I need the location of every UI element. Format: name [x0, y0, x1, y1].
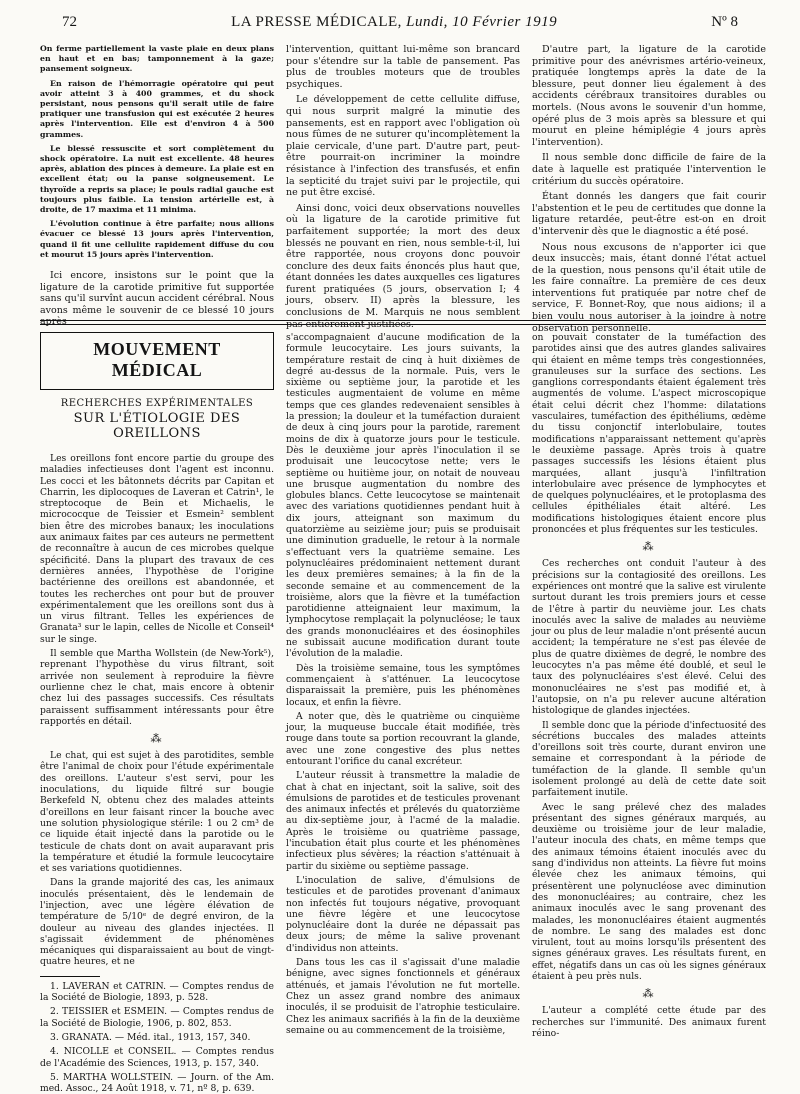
- paragraph: Avec le sang prélevé chez des malades présentant des signes généraux marqués, au deuxième ou troisième jour de leur maladie, l'auteur inocula des chats, en même temps que des animaux témoins étaient inoculés avec du sang d'individus non atteints. La fièvre fut moins élevée chez les animaux témoins, qui présentèrent une polynucléose avec diminution des mononucléaires; au contraire, chez les animaux inoculés avec le sang provenant des malades, les mononucléaires étaient augmentés de nombre. Le sang des malades est donc virulent, tout au moins lorsqu'ils présentent des signes généraux graves. Les résultats furent, en effet, négatifs dans un cas où les signes généraux étaient à peu près nuls.: [532, 801, 766, 983]
- footnote: 4. NICOLLE et CONSEIL. — Comptes rendus de l'Académie des Sciences, 1913, p. 157, 340.: [40, 1046, 274, 1069]
- top-column-2: [286, 44, 520, 330]
- bottom-column-3: [532, 332, 766, 1070]
- paragraph: On ferme partiellement la vaste plaie en deux plans en haut et en bas; tamponnement à la gaze; pansement soigneux.: [40, 44, 274, 74]
- paragraph: on pouvait constater de la tuméfaction des parotides ainsi que des autres glandes salivaires qui étaient en même temps très congestionnées, granuleuses sur la surface des sections. Les ganglions correspondants étaient également très augmentés de volume. L'aspect microscopique était celui décrit chez l'homme: dilatations vasculaires, tuméfaction des épithéliums, œdème du tissu conjonctif interlobulaire, toutes modifications n'apparaissant nettement qu'après le deuxième passage. Après trois à quatre passages successifs les lésions étaient plus marquées, allant jusqu'à l'infiltration interlobulaire avec présence de lymphocytes et de quelques polynucléaires, et le protoplasma des cellules épithéliales était altéré. Les modifications histologiques étaient encore plus prononcées et plus fréquentes sur les testicules.: [532, 332, 766, 536]
- top-column-3: [532, 44, 766, 334]
- paragraph: s'accompagnaient d'aucune modification de la formule leucocytaire. Les jours suivants, la température restait de cinq à huit dixièmes de degré au-dessus de la normale. Puis, vers le sixième ou septième jour, la parotide et les testicules augmentaient de volume en même temps que ces glandes redevenaient sensibles à la pression; la douleur et la tuméfaction duraient de deux à cinq jours pour la parotide, rarement moins de dix à quatorze jours pour le testicule. Dès le deuxième jour après l'inoculation il se produisait une leucocytose nette; vers le septième ou huitième jour, on notait de nouveau une brusque augmentation du nombre des globules blancs. Cette leucocytose se maintenait avec des variations quotidiennes pendant huit à dix jours, atteignant son maximum du quatorzième au seizième jour; puis se produisait une diminution graduelle, le retour à la normale s'effectuant vers la quatrième semaine. Les polynucléaires prédominaient nettement durant les deux premières semaines; à la fin de la seconde semaine et au commencement de la troisième, alors que la fièvre et la tuméfaction parotidienne atteignaient leur maximum, la lymphocytose remplaçait la polynucléose; le taux des grands mononucléaires et des éosinophiles ne subissait aucune modification durant toute l'évolution de la maladie.: [286, 332, 520, 660]
- paragraph: A noter que, dès le quatrième ou cinquième jour, la muqueuse buccale était modifiée, très rouge dans toute sa portion recouvrant la glande, avec une zone congestive des plus nettes entourant l'orifice du canal excréteur.: [286, 710, 520, 767]
- paragraph: Étant donnés les dangers que fait courir l'abstention et le peu de certitudes que donne la ligature retardée, peut-être est-on en droit d'intervenir dès que le diagnostic a été posé.: [532, 191, 766, 237]
- paragraph: Il semble donc que la période d'infectuosité des sécrétions buccales des malades atteints d'oreillons soit très courte, durant environ une semaine et correspondant à la période de tuméfaction de la glande. Il semble qu'un isolement prolongé au delà de cette date soit parfaitement inutile.: [532, 719, 766, 799]
- article-subheading: RECHERCHES EXPÉRIMENTALES: [60, 398, 254, 409]
- paragraph: Il nous semble donc difficile de faire de la date à laquelle est pratiquée l'intervention le critérium du succès opératoire.: [532, 152, 766, 187]
- issue-date: Lundi, 10 Février 1919: [406, 13, 558, 30]
- paragraph: Ainsi donc, voici deux observations nouvelles où la ligature de la carotide primitive fut parfaitement supportée; la mort des deux blessés ne pouvant en rien, nous semble-t-il, lui être rapportée, nous croyons donc pouvoir conclure des deux faits énoncés plus haut que, étant données les dates auxquelles ces ligatures furent pratiquées (5 jours, observation I; 4 jours, observ. II) après la blessure, les conclusions de M. Marquis ne nous semblent pas entièrement justifiées.: [286, 202, 520, 330]
- section-asterism: ⁂: [150, 732, 164, 746]
- paragraph: Les oreillons font encore partie du groupe des maladies infectieuses dont l'agent est inconnu. Les cocci et les bâtonnets décrits par Capitan et Charrin, les diplocoques de Laveran et Catrin¹, le streptocoque de Bein et Michaelis, le micrococque de Teissier et Esmein² semblent bien être des microbes banaux; les inoculations aux animaux faites par ces auteurs ne permettent de reconnaître à aucun de ces microbes quelque spécificité. Dans la plupart des travaux de ces dernières années, l'hypothèse de l'origine bactérienne des oreillons est abandonnée, et toutes les recherches ont pour but de prouver expérimentalement que les oreillons sont dus à un virus filtrant. Telles les expériences de Granata³ sur le lapin, celles de Nicolle et Conseil⁴ sur le singe.: [40, 453, 274, 645]
- top-article-columns: [40, 44, 766, 334]
- paragraph: Ces recherches ont conduit l'auteur à des précisions sur la contagiosité des oreillons. Les expériences ont montré que la salive est virulente surtout durant les trois premiers jours et cesse de l'être à partir du neuvième jour. Les chats inoculés avec la salive de malades au neuvième jour ou plus de leur maladie n'ont présenté aucun accident; la température ne s'est pas élevée de plus de quatre dixièmes de degré, le nombre des leucocytes n'a pas même été doublé, et seul le taux des polynucléaires s'est élevé. Celui des mononucléaires ne s'est pas modifié et, à l'autopsie, on n'a pu relever aucune altération histologique de glandes injectées.: [532, 558, 766, 717]
- paragraph: Dans tous les cas il s'agissait d'une maladie bénigne, avec signes fonctionnels et généraux atténués, et jamais l'évolution ne fut mortelle. Chez un assez grand nombre des animaux inoculés, il se produisit de l'atrophie testiculaire. Chez les animaux sacrifiés à la fin de la deuxième semaine ou au commencement de la troisième,: [286, 957, 520, 1036]
- mouvement-medical-section: [40, 332, 766, 1094]
- footnote-separator: [40, 976, 100, 977]
- paragraph: Dès la troisième semaine, tous les symptômes commençaient à s'atténuer. La leucocytose disparaissait la première, puis les phénomènes locaux, et enfin la fièvre.: [286, 662, 520, 708]
- section-asterism: ⁂: [642, 540, 656, 554]
- issue-number: Nº 8: [711, 13, 738, 30]
- journal-name: LA PRESSE MÉDICALE,: [231, 13, 402, 30]
- article-heading: SUR L'ÉTIOLOGIE DES OREILLONS: [73, 411, 241, 441]
- paragraph: Dans la grande majorité des cas, les animaux inoculés présentaient, dès le lendemain de l'injection, avec une légère élévation de température de 5/10ᵉ de degré environ, de la douleur au niveau des glandes injectées. Il s'agissait évidemment de phénomènes mécaniques qui disparaissaient au bout de vingt-quatre heures, et ne: [40, 877, 274, 968]
- paragraph: Il semble que Martha Wollstein (de New-York⁵), reprenant l'hypothèse du virus filtrant, soit arrivée non seulement à reproduire la fièvre ourlienne chez le chat, mais encore à obtenir chez lui des passages successifs. Ces résultats paraissent suffisamment intéressants pour être rapportés en détail.: [40, 648, 274, 727]
- paragraph: Le chat, qui est sujet à des parotidites, semble être l'animal de choix pour l'étude expérimentale des oreillons. L'auteur s'est servi, pour les inoculations, du liquide filtré sur bougie Berkefeld N, obtenu chez des malades atteints d'oreillons en leur faisant rincer la bouche avec une solution physiologique stérile: 1 ou 2 cm³ de ce liquide était injecté dans la parotide ou le testicule de chats dont on avait auparavant pris la température et étudié la formule leucocytaire et ses variations quotidiennes.: [40, 750, 274, 875]
- paragraph: L'inoculation de salive, d'émulsions de testicules et de parotides provenant d'animaux non infectés fut toujours négative, provoquant une fièvre légère et une leucocytose polynucléaire dont la durée ne dépassait pas deux jours; de même la salive provenant d'individus non atteints.: [286, 874, 520, 954]
- paragraph: L'évolution continue à être parfaite; nous allions évacuer ce blessé 13 jours après l'intervention, quand il fit une cellulite rapidement diffuse du cou et mourut 15 jours après l'intervention.: [40, 219, 274, 259]
- footnote: 5. MARTHA WOLLSTEIN. — Journ. of the Am. med. Assoc., 24 Août 1918, v. 71, nº 8, p. 639.: [40, 1071, 274, 1094]
- page-number: 72: [62, 13, 77, 30]
- section-rule: [40, 320, 766, 321]
- section-title: MOUVEMENT MÉDICAL: [93, 339, 221, 380]
- paragraph: Ici encore, insistons sur le point que la ligature de la carotide primitive fut supportée sans qu'il survînt aucun accident cérébral. Nous avons même le souvenir de ce blessé 10 jours après: [40, 270, 274, 328]
- footnote: 2. TEISSIER et ESMEIN. — Comptes rendus de la Société de Biologie, 1906, p. 802, 853.: [40, 1006, 274, 1029]
- paragraph: Nous nous excusons de n'apporter ici que deux insuccès; mais, étant donné l'état actuel de la question, nous pensons qu'il était utile de les faire connaître. La première de ces deux interventions fut pratiquée par notre chef de service, F. Bonnet-Roy, que nous aidions; il a bien voulu nous autoriser à la joindre à notre observation personnelle.: [532, 241, 766, 334]
- paragraph: Le développement de cette cellulite diffuse, qui nous surprit malgré la minutie des pansements, est en rapport avec l'obligation où nous fûmes de ne suturer qu'incomplètement la plaie cervicale, d'une part. D'autre part, peut-être pourrait-on incriminer la moindre résistance à l'infection des transfusés, et enfin la septicité du trajet suivi par le projectile, qui ne put être excisé.: [286, 94, 520, 199]
- bottom-column-1: [40, 332, 274, 1094]
- section-title-box: [40, 332, 274, 390]
- paragraph: l'intervention, quittant lui-même son brancard pour s'étendre sur la table de pansement. Pas plus de troubles moteurs que de troubles psychiques.: [286, 44, 520, 90]
- footnote: 3. GRANATA. — Méd. ital., 1913, 157, 340.: [50, 1031, 251, 1043]
- footnote: 1. LAVERAN et CATRIN. — Comptes rendus de la Société de Biologie, 1893, p. 528.: [40, 980, 274, 1004]
- top-column-1: [40, 44, 274, 328]
- paragraph: L'auteur a complété cette étude par des recherches sur l'immunité. Des animaux furent réino-: [532, 1005, 766, 1039]
- paragraph: En raison de l'hémorragie opératoire qui peut avoir atteint 3 à 400 grammes, et du shock persistant, nous pensons qu'il serait utile de faire pratiquer une transfusion qui est exécutée 2 heures après l'intervention. Elle est d'environ 4 à 500 grammes.: [40, 78, 274, 139]
- paragraph: Le blessé ressuscite et sort complètement du shock opératoire. La nuit est excellente. 48 heures après, ablation des pinces à demeure. La plaie est en excellent état; ou la panse soigneusement. Le thyroïde a repris sa place; le pouls radial gauche est toujours plus faible. La tension artérielle est, à droite, de 17 maxima et 11 minima.: [40, 143, 274, 215]
- paragraph: L'auteur réussit à transmettre la maladie de chat à chat en injectant, soit la salive, soit des émulsions de parotides et de testicules provenant des animaux infectés et prélevés du quatorzième au dix-septième jour, à l'acmé de la maladie. Après le troisième ou quatrième passage, l'incubation était plus courte et les phénomènes infectieux plus sévères; la réaction s'atténuait à partir du sixième ou septième passage.: [286, 770, 520, 872]
- section-rule-thin: [40, 324, 766, 325]
- section-asterism: ⁂: [642, 987, 656, 1001]
- running-header: [62, 8, 738, 36]
- paragraph: D'autre part, la ligature de la carotide primitive pour des anévrismes artério-veineux, pratiquée longtemps après la date de la blessure, peut donner lieu également à des accidents cérébraux transitoires durables ou mortels. (Nous avons le souvenir d'un homme, opéré plus de 3 mois après sa blessure et qui mourut en pleine hémiplégie 4 jours après l'intervention).: [532, 44, 766, 148]
- bottom-column-2: [286, 332, 520, 1070]
- journal-title: [231, 14, 557, 31]
